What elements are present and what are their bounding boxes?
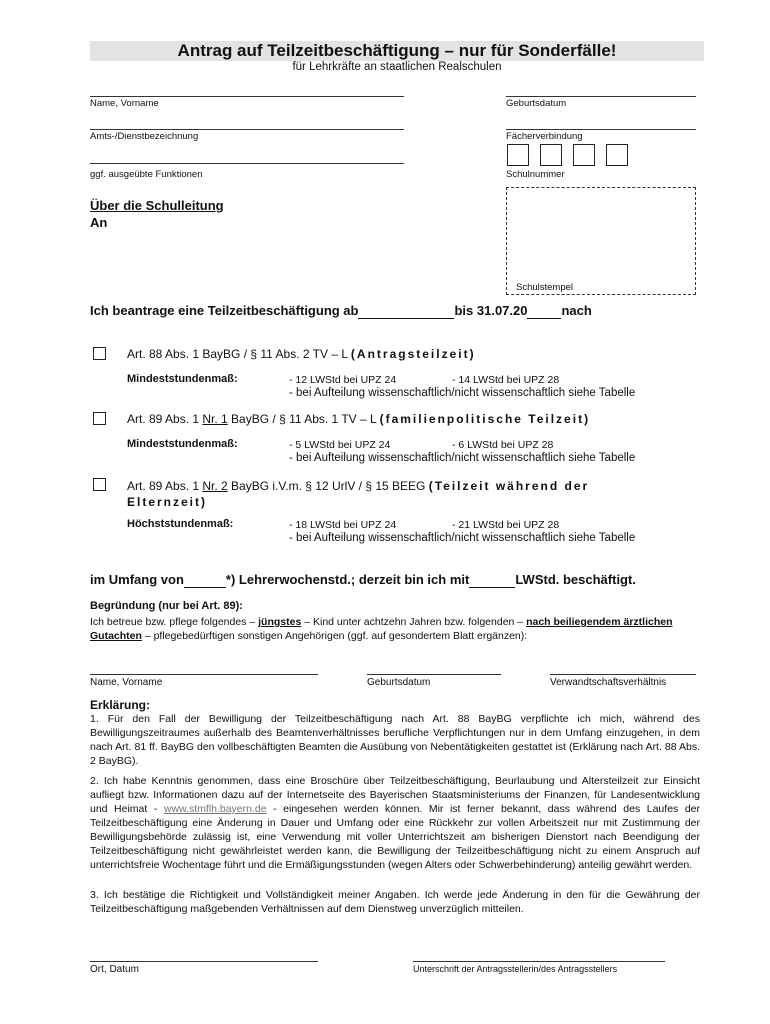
school-number-box-2[interactable] bbox=[540, 144, 562, 166]
apply-text-1: Ich beantrage eine Teilzeitbeschäftigung ab bbox=[90, 303, 359, 318]
scope-text-1: im Umfang von bbox=[90, 572, 184, 587]
school-stamp-box bbox=[506, 187, 696, 295]
option-2-measure-label: Mindeststundenmaß: bbox=[127, 438, 238, 450]
apply-line bbox=[90, 303, 592, 319]
reason-text-youngest: jüngstes bbox=[258, 616, 302, 628]
option-1-measure-label: Mindeststundenmaß: bbox=[127, 373, 238, 385]
option-3-value-3: - bei Aufteilung wissenschaftlich/nicht wissenschaftlich siehe Tabelle bbox=[289, 532, 636, 544]
option-3-type-b: Elternzeit) bbox=[127, 495, 208, 509]
place-date-line[interactable] bbox=[90, 961, 318, 962]
school-number-label: Schulnummer bbox=[506, 169, 565, 180]
current-hours-field[interactable] bbox=[469, 572, 515, 588]
option-2-type: (familienpolitische Teilzeit) bbox=[379, 412, 591, 426]
school-number-box-3[interactable] bbox=[573, 144, 595, 166]
dependent-relation-label: Verwandtschaftsverhältnis bbox=[550, 677, 667, 688]
reason-text bbox=[90, 615, 700, 643]
place-date-label: Ort, Datum bbox=[90, 964, 139, 975]
name-field-line[interactable] bbox=[90, 96, 404, 97]
option-3-law-b: Nr. 2 bbox=[202, 479, 228, 493]
dependent-name-label: Name, Vorname bbox=[90, 677, 163, 688]
signature-label: Unterschrift der Antragsstellerin/des Antragsstellers bbox=[413, 964, 618, 974]
option-1-value-1: - 12 LWStd bei UPZ 24 bbox=[289, 374, 397, 386]
dependent-relation-line[interactable] bbox=[550, 674, 696, 675]
school-number-box-4[interactable] bbox=[606, 144, 628, 166]
dependent-birthdate-line[interactable] bbox=[367, 674, 501, 675]
signature-line[interactable] bbox=[413, 961, 665, 962]
dependent-birthdate-label: Geburtsdatum bbox=[367, 677, 431, 688]
subjects-field-label: Fächerverbindung bbox=[506, 131, 583, 142]
option-3-label bbox=[127, 478, 687, 510]
declaration-p2-text-a: 2. Ich habe Kenntnis genommen, dass eine Broschüre über Teilzeitbeschäftigung, Beurlaubung und Altersteilzeit zur Einsicht aufliegt bzw. Informationen dazu auf der Internetseite des Bayerischen Staatsministeriums der Finanzen, für Landesentwicklung und Heimat - bbox=[90, 775, 700, 815]
option-3-law-c: BayBG i.V.m. § 12 UrlV / § 15 BEEG bbox=[227, 479, 426, 493]
option-3-type-a: (Teilzeit während der bbox=[428, 479, 590, 493]
scope-text-2: *) Lehrerwochenstd.; derzeit bin ich mit bbox=[225, 572, 470, 587]
option-1-value-2: - 14 LWStd bei UPZ 28 bbox=[452, 374, 560, 386]
declaration-heading: Erklärung: bbox=[90, 698, 151, 712]
start-date-field[interactable] bbox=[358, 303, 454, 319]
page-title: Antrag auf Teilzeitbeschäftigung – nur für Sonderfälle! bbox=[177, 41, 617, 60]
title-field-label: Amts-/Dienstbezeichnung bbox=[90, 131, 199, 142]
scope-text-3: LWStd. beschäftigt. bbox=[515, 572, 636, 587]
school-stamp-label: Schulstempel bbox=[516, 282, 574, 293]
functions-field-line[interactable] bbox=[90, 163, 404, 164]
option-1-type: (Antragsteilzeit) bbox=[350, 347, 476, 361]
option-2-value-3: - bei Aufteilung wissenschaftlich/nicht wissenschaftlich siehe Tabelle bbox=[289, 452, 636, 464]
option-2-checkbox[interactable] bbox=[93, 412, 106, 425]
reason-heading: Begründung (nur bei Art. 89): bbox=[90, 600, 243, 612]
declaration-paragraph-1: 1. Für den Fall der Bewilligung der Teilzeitbeschäftigung nach Art. 88 BayBG verpflichte ich mich, während des Bewilligungszeitraumes außerhalb des Beamtenverhältnisses berufliche Verpflichtungen nur in dem Umfang einzugehen, in dem nach Art. 81 ff. BayBG den vollbeschäftigten Beamten die Ausübung von Nebentätigkeiten gestattet ist (Erklärung nach Art. 88 Abs. 2 BayBG). bbox=[90, 713, 700, 767]
functions-field-label: ggf. ausgeübte Funktionen bbox=[90, 169, 203, 180]
scope-line bbox=[90, 572, 636, 588]
option-1-checkbox[interactable] bbox=[93, 347, 106, 360]
option-2-law-a: Art. 89 Abs. 1 bbox=[127, 412, 203, 426]
dependent-name-line[interactable] bbox=[90, 674, 318, 675]
option-2-label bbox=[127, 412, 590, 426]
option-2-value-2: - 6 LWStd bei UPZ 28 bbox=[452, 439, 554, 451]
birthdate-field-line[interactable] bbox=[506, 96, 696, 97]
reason-text-3: – pflegebedürftigen sonstigen Angehörigen (ggf. auf gesondertem Blatt ergänzen): bbox=[141, 630, 528, 642]
reason-text-2: – Kind unter achtzehn Jahren bzw. folgenden – bbox=[301, 616, 527, 628]
option-3-value-1: - 18 LWStd bei UPZ 24 bbox=[289, 519, 397, 531]
option-1-label bbox=[127, 347, 476, 361]
option-2-law-b: Nr. 1 bbox=[202, 412, 228, 426]
birthdate-field-label: Geburtsdatum bbox=[506, 98, 567, 109]
option-1-value-3: - bei Aufteilung wissenschaftlich/nicht wissenschaftlich siehe Tabelle bbox=[289, 387, 636, 399]
hours-requested-field[interactable] bbox=[184, 572, 226, 588]
school-number-box-1[interactable] bbox=[507, 144, 529, 166]
name-field-label: Name, Vorname bbox=[90, 98, 159, 109]
option-2-value-1: - 5 LWStd bei UPZ 24 bbox=[289, 439, 391, 451]
apply-text-2: bis 31.07.20 bbox=[454, 303, 528, 318]
end-year-field[interactable] bbox=[527, 303, 561, 319]
via-school-heading: Über die Schulleitung bbox=[90, 198, 224, 213]
recipient-block bbox=[90, 197, 224, 231]
declaration-paragraph-3: 3. Ich bestätige die Richtigkeit und Vollständigkeit meiner Angaben. Ich werde jede Änderung in den für die Gewährung der Teilzeitbeschäftigung maßgebenden Verhältnissen auf dem Dienstweg unverzüglich mitteilen. bbox=[90, 889, 700, 915]
declaration-p2-text-b: - eingesehen werden können. Mir ist ferner bekannt, dass während des Laufes der Teilzeitbeschäftigung eine Änderung in Dauer und Umfang oder eine Rückkehr zur vollen Arbeitszeit nur mit Zustimmung der Bewilligungsbehörde zulässig ist, eine Verwendung mit voller Unterrichtszeit am bisherigen Dienstort nach Beendigung der Teilzeitbeschäftigung nicht gewährleistet werden kann, die Bewilligung der Teilzeitbeschäftigung nicht zu einem Anspruch auf unterrichtsfreie Wochentage führt und die Ermäßigungsstunden (wegen Alters oder Schwerbehinderung) anteilig gewährt werden. bbox=[90, 803, 700, 871]
apply-text-3: nach bbox=[561, 303, 592, 318]
page-subtitle: für Lehrkräfte an staatlichen Realschulen bbox=[292, 61, 502, 73]
subjects-field-line[interactable] bbox=[506, 129, 696, 130]
option-3-law-a: Art. 89 Abs. 1 bbox=[127, 479, 203, 493]
option-3-measure-label: Höchststundenmaß: bbox=[127, 518, 234, 530]
recipient-label: An bbox=[90, 215, 108, 230]
option-3-value-2: - 21 LWStd bei UPZ 28 bbox=[452, 519, 560, 531]
reason-text-medical: nach beiliegendem ärztlichen Gutachten bbox=[90, 616, 673, 642]
title-field-line[interactable] bbox=[90, 129, 404, 130]
option-1-law: Art. 88 Abs. 1 BayBG / § 11 Abs. 2 TV – L bbox=[127, 347, 348, 361]
option-2-law-c: BayBG / § 11 Abs. 1 TV – L bbox=[227, 412, 377, 426]
declaration-paragraph-2 bbox=[90, 774, 700, 872]
option-3-checkbox[interactable] bbox=[93, 478, 106, 491]
ministry-website-link[interactable]: www.stmflh.bayern.de bbox=[163, 803, 267, 815]
reason-text-1: Ich betreue bzw. pflege folgendes – bbox=[90, 616, 259, 628]
